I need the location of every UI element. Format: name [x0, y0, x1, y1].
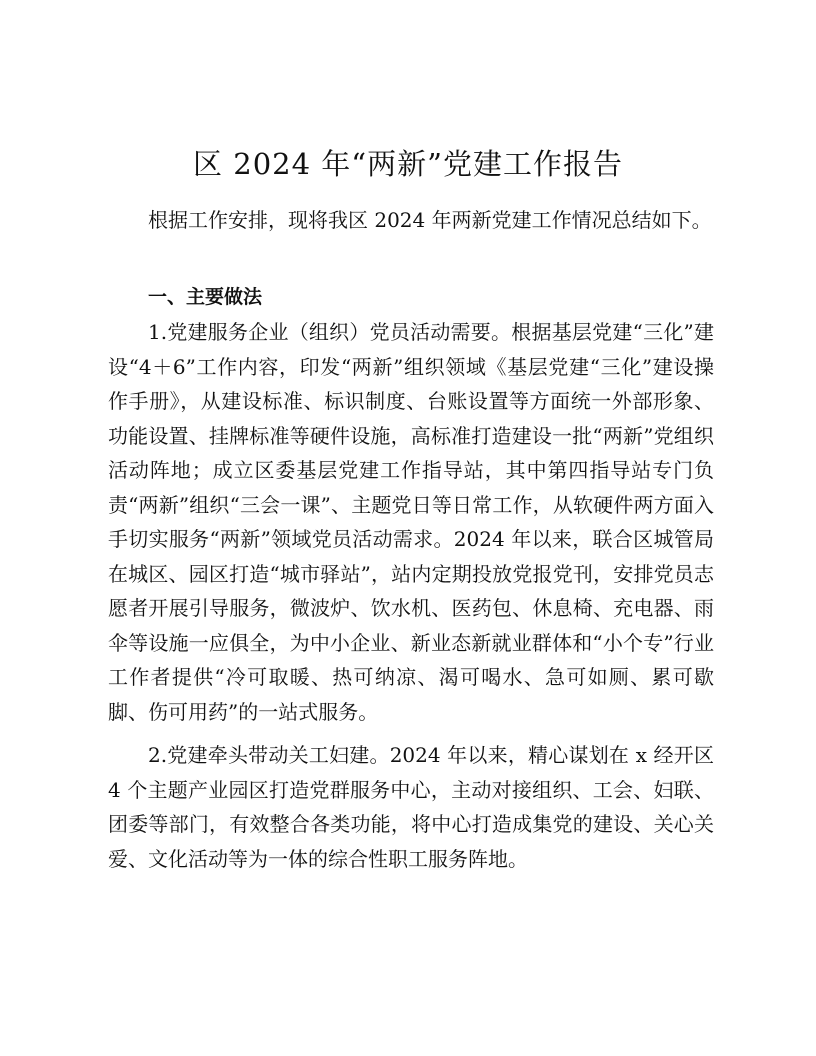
paragraph-2: 2.党建牵头带动关工妇建。2024 年以来，精心谋划在 x 经开区 4 个主题产业园区打造党群服务中心，主动对接组织、工会、妇联、团委等部门，有效整合各类功能，将中心打造成集党的建设、关心关爱、文化活动等为一体的综合性职工服务阵地。 [108, 743, 714, 871]
document-title: 区 2024 年“两新”党建工作报告 [193, 147, 623, 181]
intro-paragraph: 根据工作安排，现将我区 2024 年两新党建工作情况总结如下。 [148, 208, 712, 232]
section-heading: 一、主要做法 [148, 286, 263, 308]
paragraph-1: 1.党建服务企业（组织）党员活动需要。根据基层党建“三化”建设“4＋6”工作内容，印发“两新”组织领域《基层党建“三化”建设操作手册》，从建设标准、标识制度、台账设置等方面统一外部形象、功能设置、挂牌标准等硬件设施，高标准打造建设一批“两新”党组织活动阵地；成立区委基层党建工作指导站，其中第四指导站专门负责“两新”组织“三会一课”、主题党日等日常工作，从软硬件两方面入手切实服务“两新”领域党员活动需求。2024 年以来，联合区城管局在城区、园区打造“城市驿站”，站内定期投放党报党刊，安排党员志愿者开展引导服务，微波炉、饮水机、医药包、休息椅、充电器、雨伞等设施一应俱全，为中小企业、新业态新就业群体和“小个专”行业工作者提供“冷可取暖、热可纳凉、渴可喝水、急可如厕、累可歇脚、伤可用药”的一站式服务。 [108, 320, 714, 724]
